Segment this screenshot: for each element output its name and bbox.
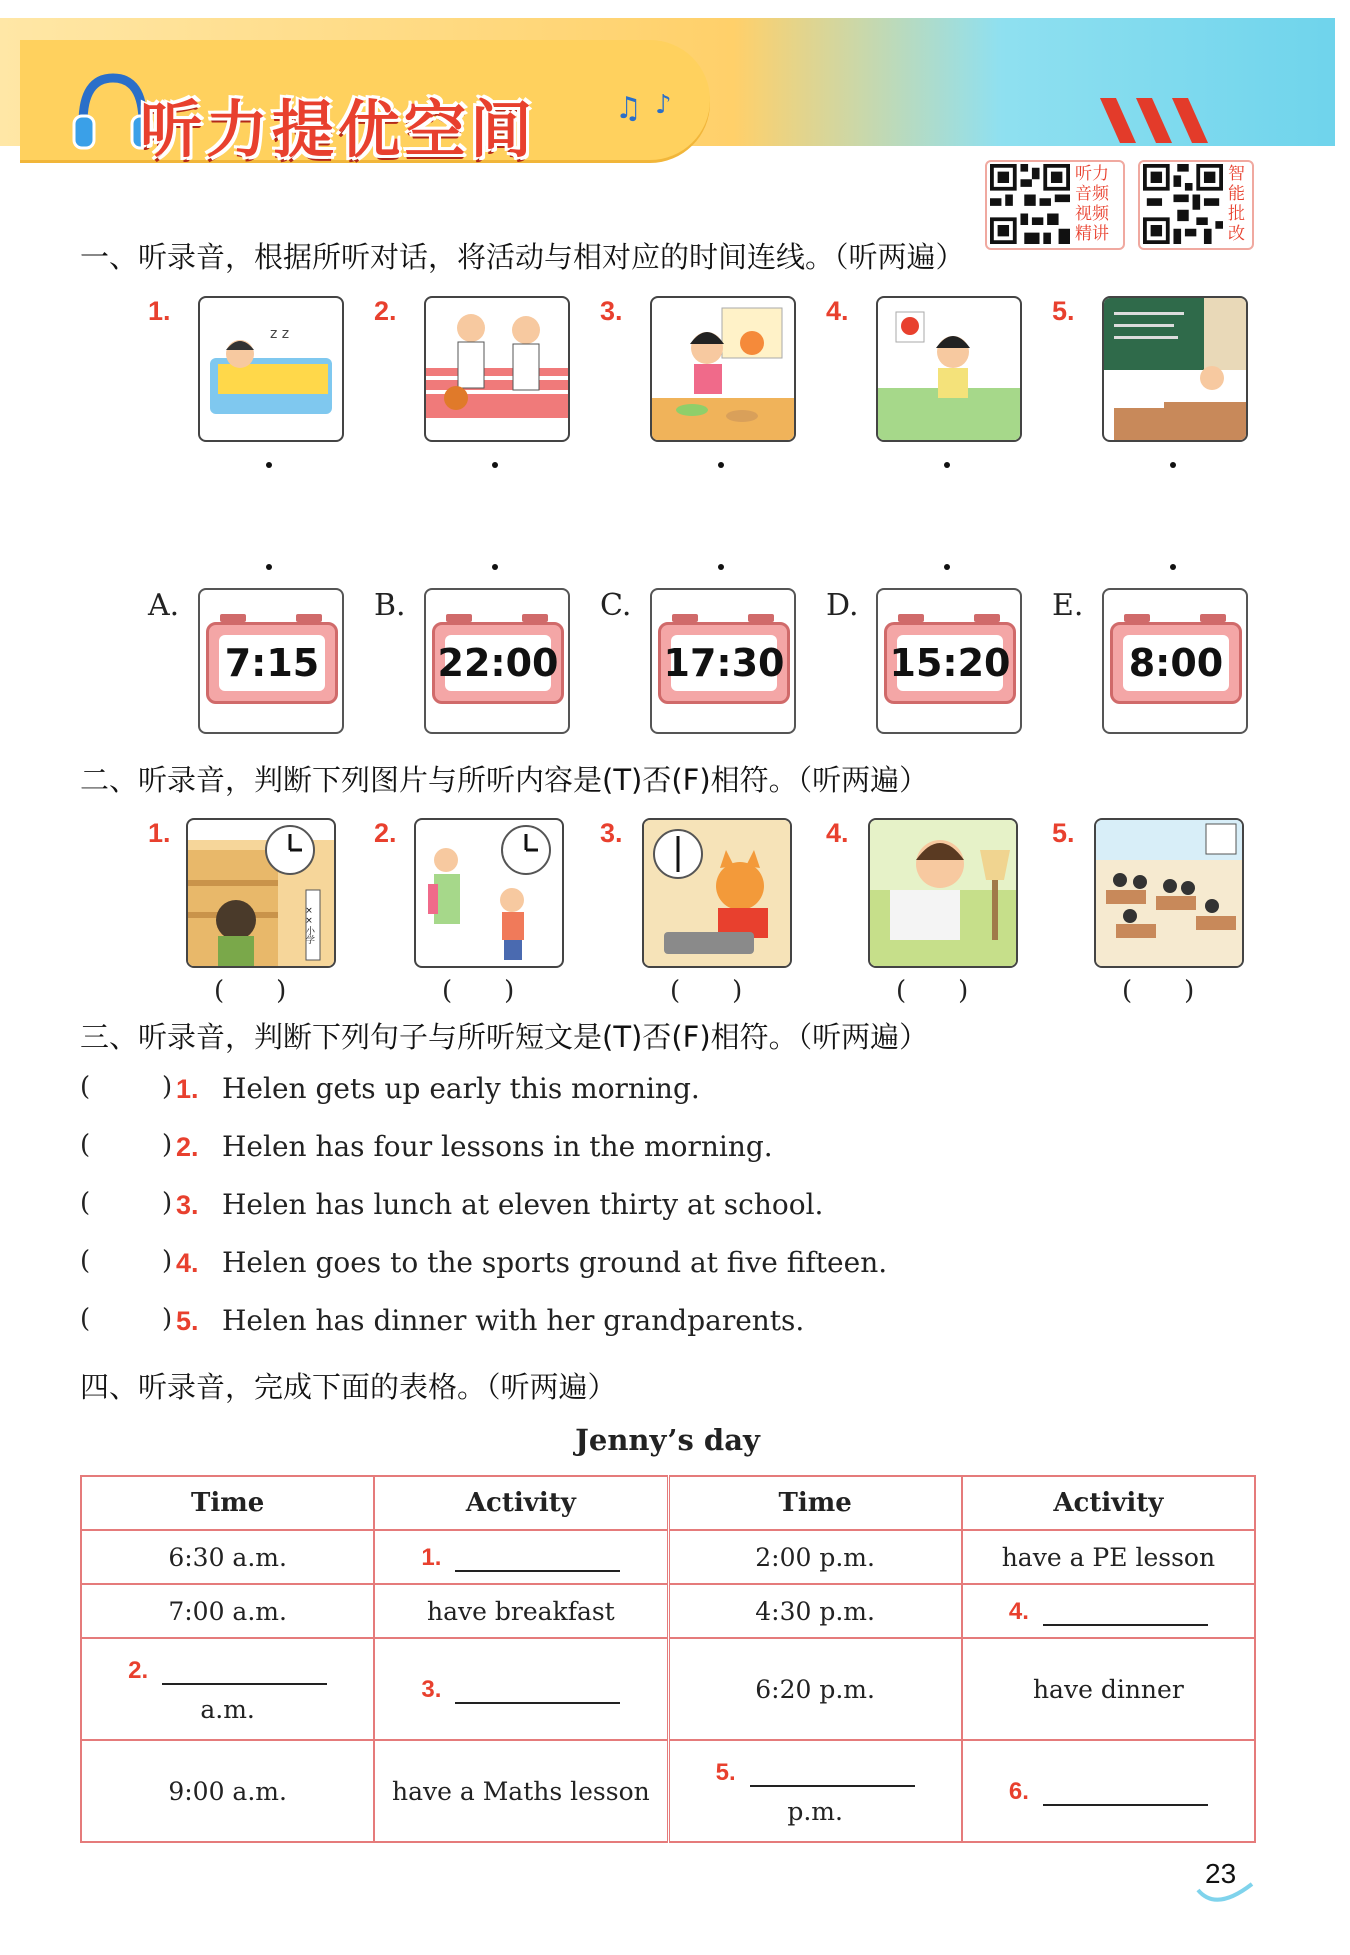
clock-knob [1124, 614, 1150, 622]
picture-basketball [424, 296, 570, 442]
picture-chinese-class [1102, 296, 1248, 442]
item-number: 2. [374, 296, 397, 326]
paren-open[interactable]: ( [80, 1246, 91, 1276]
statement-row [80, 1188, 1080, 1228]
match-dot[interactable] [718, 462, 724, 468]
option-letter: B. [374, 588, 406, 623]
section-2-title: 二、听录音，判断下列图片与所听内容是(T)否(F)相符。（听两遍） [80, 763, 929, 797]
time-cell: 2:00 p.m. [668, 1530, 962, 1584]
time-cell: 9:00 a.m. [81, 1740, 374, 1842]
time-card-a [198, 588, 344, 734]
option-letter: D. [826, 588, 859, 623]
activity-blank-cell[interactable] [962, 1584, 1255, 1638]
match-dot[interactable] [944, 462, 950, 468]
item-number: 2. [374, 818, 397, 848]
activity-blank-cell[interactable] [962, 1740, 1255, 1842]
clock-time: 22:00 [445, 635, 551, 691]
item-number: 4. [826, 818, 849, 848]
time-cell: 7:00 a.m. [81, 1584, 374, 1638]
schedule-table [80, 1475, 1256, 1843]
clock-knob [898, 614, 924, 622]
picture-sleeping [198, 296, 344, 442]
clock-time: 7:15 [219, 635, 325, 691]
time-cell: 6:20 p.m. [668, 1638, 962, 1740]
item-number: 3. [600, 296, 623, 326]
section-3-title: 三、听录音，判断下列句子与所听短文是(T)否(F)相符。（听两遍） [80, 1020, 929, 1054]
time-card-d [876, 588, 1022, 734]
table-title: Jenny’s day [575, 1423, 760, 1457]
clock-knob [672, 614, 698, 622]
blank-number: 1. [421, 1544, 442, 1571]
clock-knob [220, 614, 246, 622]
item-number: 1. [148, 296, 171, 326]
answer-blank[interactable]: ( ) [214, 976, 287, 1006]
paren-open[interactable]: ( [80, 1072, 91, 1102]
statement-row [80, 1072, 1080, 1112]
match-dot[interactable] [1170, 462, 1176, 468]
time-card-c [650, 588, 796, 734]
statement-text: Helen has dinner with her grandparents. [222, 1304, 805, 1337]
svg-text:z z: z z [270, 326, 290, 342]
item-number: 4. [176, 1248, 199, 1278]
picture-getting-up [876, 296, 1022, 442]
blank-number: 6. [1008, 1778, 1029, 1805]
picture-mother-child [414, 818, 564, 968]
paren-close[interactable]: ) [162, 1072, 173, 1102]
digital-clock-icon [884, 622, 1016, 704]
paren-close[interactable]: ) [162, 1246, 173, 1276]
match-dot[interactable] [266, 462, 272, 468]
option-letter: E. [1052, 588, 1084, 623]
item-number: 5. [176, 1306, 199, 1336]
time-suffix: p.m. [787, 1796, 843, 1826]
picture-classroom [1094, 818, 1244, 968]
activity-cell: have dinner [962, 1638, 1255, 1740]
time-card-b [424, 588, 570, 734]
answer-line[interactable] [750, 1759, 915, 1787]
header-time: Time [81, 1476, 374, 1530]
clock-knob [748, 614, 774, 622]
option-letter: C. [600, 588, 632, 623]
music-note-icon [610, 88, 690, 128]
table-row [81, 1638, 1255, 1740]
page-number: 23 [1205, 1858, 1237, 1889]
time-card-e [1102, 588, 1248, 734]
answer-blank[interactable]: ( ) [670, 976, 743, 1006]
qr-code-icon [1143, 164, 1223, 244]
picture-boy-lamp [868, 818, 1018, 968]
clock-knob [1200, 614, 1226, 622]
qr-grading-label: 智能批改 [1228, 164, 1245, 244]
match-dot[interactable] [492, 462, 498, 468]
item-number: 5. [1052, 296, 1075, 326]
match-dot[interactable] [1170, 564, 1176, 570]
picture-school-gate [186, 818, 336, 968]
section-1-title: 一、听录音，根据所听对话，将活动与相对应的时间连线。（听两遍） [80, 240, 965, 274]
statement-row [80, 1246, 1080, 1286]
page-title: 听力提优空间 [140, 93, 537, 166]
time-cell: 6:30 a.m. [81, 1530, 374, 1584]
clock-knob [974, 614, 1000, 622]
picture-cat-lunch [642, 818, 792, 968]
answer-blank[interactable]: ( ) [1122, 976, 1195, 1006]
paren-open[interactable]: ( [80, 1304, 91, 1334]
clock-time: 17:30 [671, 635, 777, 691]
header-time: Time [668, 1476, 962, 1530]
item-number: 2. [176, 1132, 199, 1162]
digital-clock-icon [432, 622, 564, 704]
activity-cell: have breakfast [374, 1584, 668, 1638]
page-swoosh-icon [1196, 1880, 1256, 1910]
item-number: 3. [176, 1190, 199, 1220]
table-row [81, 1530, 1255, 1584]
blank-number: 5. [715, 1758, 736, 1786]
item-number: 1. [148, 818, 171, 848]
paren-open[interactable]: ( [80, 1130, 91, 1160]
time-cell: 4:30 p.m. [668, 1584, 962, 1638]
time-blank-cell[interactable] [81, 1638, 374, 1740]
activity-cell: have a Maths lesson [374, 1740, 668, 1842]
picture-breakfast [650, 296, 796, 442]
table-header-row [81, 1476, 1255, 1530]
item-number: 5. [1052, 818, 1075, 848]
qr-video-label: 听力音频 视频精讲 [1075, 164, 1109, 244]
activity-blank-cell[interactable] [374, 1638, 668, 1740]
statement-text: Helen gets up early this morning. [222, 1072, 700, 1105]
statement-row [80, 1130, 1080, 1170]
svg-text:♫: ♫ [615, 91, 642, 126]
time-blank-cell[interactable] [668, 1740, 962, 1842]
statement-text: Helen has four lessons in the morning. [222, 1130, 773, 1163]
digital-clock-icon [658, 622, 790, 704]
item-number: 3. [600, 818, 623, 848]
clock-knob [522, 614, 548, 622]
svg-text:♪: ♪ [655, 90, 672, 120]
match-dot[interactable] [718, 564, 724, 570]
section-4-title: 四、听录音，完成下面的表格。（听两遍） [80, 1370, 617, 1404]
paren-open[interactable]: ( [80, 1188, 91, 1218]
match-dot[interactable] [266, 564, 272, 570]
clock-knob [296, 614, 322, 622]
digital-clock-icon [206, 622, 338, 704]
qr-video-box[interactable] [985, 160, 1125, 250]
paren-close[interactable]: ) [162, 1188, 173, 1218]
answer-line[interactable] [162, 1657, 327, 1685]
item-number: 1. [176, 1074, 199, 1104]
clock-knob [446, 614, 472, 622]
answer-line[interactable] [1043, 1778, 1208, 1806]
header-activity: Activity [962, 1476, 1255, 1530]
answer-blank[interactable]: ( ) [896, 976, 969, 1006]
header-activity: Activity [374, 1476, 668, 1530]
statement-text: Helen goes to the sports ground at five fifteen. [222, 1246, 888, 1279]
answer-line[interactable] [1043, 1598, 1208, 1626]
paren-close[interactable]: ) [162, 1304, 173, 1334]
clock-time: 15:20 [897, 635, 1003, 691]
qr-code-icon [990, 164, 1070, 244]
decorative-stripes [1100, 98, 1230, 148]
activity-blank-cell[interactable] [374, 1530, 668, 1584]
statement-row [80, 1304, 1080, 1344]
answer-blank[interactable]: ( ) [442, 976, 515, 1006]
option-letter: A. [148, 588, 180, 623]
blank-number: 2. [128, 1656, 149, 1684]
paren-close[interactable]: ) [162, 1130, 173, 1160]
answer-line[interactable] [455, 1676, 620, 1704]
match-dot[interactable] [492, 564, 498, 570]
time-suffix: a.m. [200, 1694, 255, 1724]
clock-time: 8:00 [1123, 635, 1229, 691]
item-number: 4. [826, 296, 849, 326]
qr-grading-box[interactable] [1138, 160, 1254, 250]
table-row [81, 1584, 1255, 1638]
answer-line[interactable] [455, 1544, 620, 1572]
statement-text: Helen has lunch at eleven thirty at school. [222, 1188, 824, 1221]
table-row [81, 1740, 1255, 1842]
activity-cell: have a PE lesson [962, 1530, 1255, 1584]
digital-clock-icon [1110, 622, 1242, 704]
school-sign: ××小学 [304, 906, 314, 944]
blank-number: 4. [1008, 1598, 1029, 1625]
blank-number: 3. [421, 1676, 442, 1703]
match-dot[interactable] [944, 564, 950, 570]
